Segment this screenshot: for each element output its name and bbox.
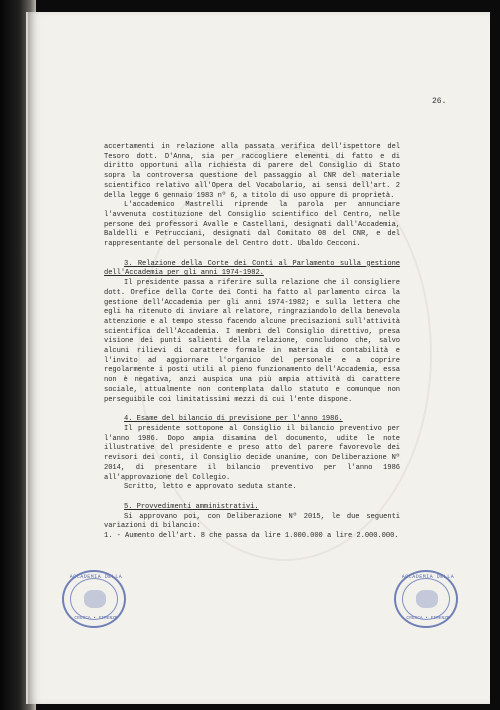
- seal-text: ACCADEMIA DELLA: [401, 574, 455, 580]
- seal-subtext: CRUSCA • FIRENZE: [406, 616, 450, 621]
- paragraph: accertamenti in relazione alla passata verifica dell'ispettore del Tesoro dott. D'Anna, sia per raccogliere elementi di fatto e di diritto opportuni alla richiesta di parere del Consiglio di Stato sopra la controversa questione del passaggio al CNR del materiale scientifico relativo all'Opera del Vocabolario, ai sensi dell'art. 2 della legge 6 gennaio 1983 nº 6, a titolo di uso oppure di proprietà.: [104, 143, 400, 200]
- seal-stamp-right: [394, 570, 458, 628]
- seal-emblem: [84, 590, 106, 608]
- section-body: Il presidente sottopone al Consiglio il bilancio preventivo per l'anno 1986. Dopo ampia disamina del documento, udite le note illustrative del presidente e preso atto del parere favorevole dei revisori dei conti, il Consiglio decide unanime, con Deliberazione Nº 2014, di presentare il bilancio preventivo per l'anno 1986 all'approvazione del Collegio.: [104, 424, 400, 482]
- seal-stamp-left: [62, 570, 126, 628]
- section-heading: 4. Esame del bilancio di previsione per l'anno 1986.: [124, 415, 343, 424]
- section-body: Si approvano poi, con Deliberazione Nº 2015, le due seguenti variazioni di bilancio:: [104, 512, 400, 531]
- section-heading: 5. Provvedimenti amministrativi.: [124, 502, 259, 511]
- seal-emblem: [416, 590, 438, 608]
- seal-text: ACCADEMIA DELLA: [69, 574, 123, 580]
- section-body: Il presidente passa a riferire sulla relazione che il consigliere dott. Orefice della Corte dei Conti ha fatto al parlamento circa la gestione dell'Accademia per gli anni 1974-1982; e sulla lettera che egli ha ritenuto di inviare al relatore, ringraziandolo della benevola attenzione e al tempo stesso facendo alcune precisazioni sull'attività scientifica dell'Accademia. I membri del Consiglio direttivo, presa visione dei punti salienti della relazione, concludono che, salvo alcuni rilievi di carattere formale in materia di contabilità e l'invito ad aggiornare l'organico del personale e a coprire regolarmente i posti utili al pieno funzionamento dell'Accademia, essa non è negativa, anzi auspica una più ampia attività di carattere sociale, attualmente non contemplata dallo statuto e comunque non perseguibile coi limitatissimi mezzi di cui l'ente dispone.: [104, 279, 400, 404]
- list-item: 1. - Aumento dell'art. 8 che passa da lire 1.000.000 a lire 2.000.000.: [104, 532, 399, 541]
- closing-line: Scritto, letto e approvato seduta stante.: [124, 483, 297, 492]
- seal-subtext: CRUSCA • FIRENZE: [74, 616, 118, 621]
- paragraph: L'accademico Mastrelli riprende la parola per annunciare l'avvenuta costituzione del Consiglio scientifico del Centro, nelle persone dei professori Avalle e Castellani, designati dall'Accademia, Baldelli e Petrucciani, designati dal Comitato 08 del CNR, e del rappresentante del personale del Centro dott. Ubaldo Cecconi.: [104, 201, 400, 249]
- document-body: [104, 143, 400, 542]
- page-number: 26.: [432, 97, 447, 106]
- section-heading: 3. Relazione della Corte dei Conti al Parlamento sulla gestione dell'Accademia per gli anni 1974-1982.: [104, 259, 400, 278]
